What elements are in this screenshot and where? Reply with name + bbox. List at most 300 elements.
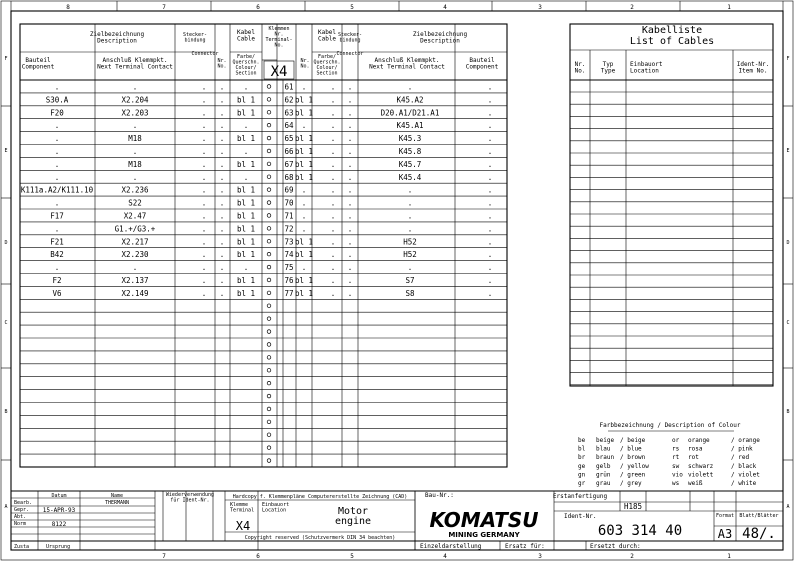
cell-cable-colour: . bbox=[330, 95, 336, 105]
frame-row-letter: C bbox=[4, 320, 8, 326]
title-name-value: THERMANN bbox=[104, 500, 130, 506]
cell-cable-colour: . bbox=[330, 250, 336, 260]
cell-source-contact: X2.47 bbox=[123, 211, 147, 221]
cell-cable-no: bl 1 bbox=[294, 250, 314, 260]
header-terminal: Terminal- bbox=[265, 37, 293, 43]
title-block bbox=[11, 491, 783, 550]
colour-code: rt bbox=[672, 454, 680, 462]
cable-list-header-ident: Ident-Nr. bbox=[736, 61, 770, 68]
cell-cable-no: . bbox=[219, 288, 225, 298]
title-dept-value: 8122 bbox=[51, 521, 67, 528]
title-sheet-label: Blatt/Blätter bbox=[739, 513, 779, 519]
title-label-name: Name bbox=[110, 493, 124, 499]
frame-row-letter: B bbox=[786, 409, 790, 415]
header-cable-no: Nr. bbox=[300, 58, 310, 64]
header-cable-colour: Farbe/ bbox=[317, 54, 337, 60]
cell-cable-no: . bbox=[301, 224, 307, 234]
cell-dest-component: . bbox=[487, 172, 493, 182]
cell-connector: . bbox=[201, 172, 207, 182]
frame-row-letter: C bbox=[786, 320, 790, 326]
cell-source-contact: X2.203 bbox=[121, 108, 149, 118]
cell-cable-no: bl 1 bbox=[294, 288, 314, 298]
cell-cable-no: . bbox=[219, 250, 225, 260]
frame-row-letter: E bbox=[786, 148, 790, 154]
header-cable-colour: Colour/ bbox=[316, 65, 338, 71]
cell-connector: . bbox=[201, 224, 207, 234]
title-location-label: Einbauort bbox=[262, 502, 290, 508]
title-ident-value: 603 314 40 bbox=[597, 523, 683, 539]
terminal-point bbox=[267, 265, 271, 269]
colour-legend-title: Farbbezeichnung / Description of Colour bbox=[599, 422, 741, 429]
cell-source-component: F17 bbox=[50, 211, 64, 221]
terminal-point bbox=[267, 98, 271, 102]
cell-connector: . bbox=[347, 237, 353, 247]
title-format-label: Format bbox=[715, 513, 735, 519]
frame-column-number: 2 bbox=[630, 4, 634, 11]
title-label-norm: Norm bbox=[14, 521, 27, 527]
title-single-part: Einzeldarstellung bbox=[420, 543, 482, 550]
cell-cable-no: . bbox=[219, 198, 225, 208]
cell-dest-component: . bbox=[487, 250, 493, 260]
colour-name: orange bbox=[688, 437, 710, 444]
frame-column-number: 3 bbox=[538, 553, 542, 560]
cell-cable-colour: . bbox=[330, 224, 336, 234]
cell-cable-colour: . bbox=[330, 288, 336, 298]
title-reuse-label: für Ident-Nr. bbox=[170, 497, 210, 504]
cell-cable-no: . bbox=[219, 121, 225, 131]
terminal-point bbox=[267, 343, 271, 347]
cell-source-component: V6 bbox=[52, 288, 62, 298]
cell-cable-colour: . bbox=[330, 198, 336, 208]
cell-connector: . bbox=[201, 198, 207, 208]
cell-cable-colour: . bbox=[243, 82, 249, 92]
header-dest-designation: Zielbezeichnung bbox=[412, 31, 468, 38]
cell-cable-no: bl 1 bbox=[294, 275, 314, 285]
header-dest-component: Component bbox=[465, 63, 499, 71]
cable-list-header-type: Type bbox=[600, 67, 616, 75]
header-cable-colour: Querschn. bbox=[313, 59, 341, 66]
header-connector: Stecker- bbox=[182, 32, 208, 38]
cell-cable-colour: . bbox=[330, 82, 336, 92]
cell-dest-component: . bbox=[487, 146, 493, 156]
header-dest-designation: Description bbox=[420, 37, 460, 45]
header-cable-no: Nr. bbox=[217, 58, 227, 64]
cell-connector: . bbox=[347, 134, 353, 144]
cell-cable-no: . bbox=[219, 263, 225, 273]
cell-connector: . bbox=[347, 263, 353, 273]
cell-source-component: F2 bbox=[52, 275, 62, 285]
colour-name: violett bbox=[688, 471, 714, 479]
cell-connector: . bbox=[201, 237, 207, 247]
header-source-designation: Zielbezeichnung bbox=[89, 31, 145, 38]
cell-dest-contact: . bbox=[407, 211, 413, 221]
cell-cable-colour: . bbox=[330, 185, 336, 195]
cell-cable-colour: bl 1 bbox=[236, 237, 256, 247]
cable-list-title: Kabelliste bbox=[641, 25, 703, 36]
cell-terminal-number: 68 bbox=[284, 172, 294, 182]
colour-name: beige bbox=[596, 437, 615, 444]
terminal-point bbox=[267, 201, 271, 205]
cell-connector: . bbox=[347, 288, 353, 298]
title-label-origin: Ursprung bbox=[46, 544, 71, 550]
frame-column-number: 2 bbox=[630, 553, 634, 560]
terminal-point bbox=[267, 175, 271, 179]
terminal-point bbox=[267, 394, 271, 398]
frame-row-letter: E bbox=[4, 148, 8, 154]
cell-cable-colour: . bbox=[243, 172, 249, 182]
cell-cable-colour: . bbox=[330, 275, 336, 285]
title-label-checked: Gepr. bbox=[14, 507, 30, 513]
terminal-point bbox=[267, 123, 271, 127]
terminal-point bbox=[267, 446, 271, 450]
terminal-point bbox=[267, 433, 271, 437]
terminal-point bbox=[267, 149, 271, 153]
cable-list-border bbox=[570, 24, 773, 386]
title-ident-label: Ident-Nr. bbox=[564, 513, 597, 520]
cell-source-contact: X2.204 bbox=[121, 95, 149, 105]
title-label-drawn: Bearb. bbox=[14, 500, 33, 506]
title-label-dept: Abt. bbox=[14, 514, 27, 520]
cell-cable-colour: bl 1 bbox=[236, 288, 256, 298]
header-cable-no: No. bbox=[300, 63, 310, 70]
title-hardcopy-note: Hardcopy f. Klemmenpläne Computererstellte Zeichnung (CAD) bbox=[232, 494, 408, 500]
header-cable-colour: Section bbox=[235, 70, 257, 77]
cell-terminal-number: 63 bbox=[284, 108, 294, 118]
cell-cable-no: . bbox=[219, 172, 225, 182]
header-source-component: Component bbox=[21, 63, 55, 71]
colour-code: ge bbox=[578, 462, 586, 470]
cell-cable-no: . bbox=[301, 211, 307, 221]
colour-name: rosa bbox=[688, 445, 703, 453]
cell-cable-no: bl 1 bbox=[294, 95, 314, 105]
cell-connector: . bbox=[201, 185, 207, 195]
cell-cable-colour: . bbox=[243, 263, 249, 273]
colour-code: rs bbox=[672, 445, 680, 453]
colour-name: grün bbox=[596, 471, 611, 479]
cell-dest-contact: H52 bbox=[403, 237, 417, 247]
cell-connector: . bbox=[201, 82, 207, 92]
colour-code: sw bbox=[672, 462, 680, 470]
cell-dest-contact: K45.A2 bbox=[396, 95, 424, 105]
terminal-point bbox=[267, 291, 271, 295]
cell-cable-colour: . bbox=[330, 121, 336, 131]
cell-cable-colour: . bbox=[243, 146, 249, 156]
cell-connector: . bbox=[201, 121, 207, 131]
frame-row-letter: D bbox=[786, 240, 790, 246]
colour-legend bbox=[578, 422, 760, 487]
terminal-point bbox=[267, 162, 271, 166]
cell-source-contact: X2.217 bbox=[121, 237, 149, 247]
colour-name-en: / red bbox=[731, 454, 750, 462]
cell-cable-colour: bl 1 bbox=[236, 198, 256, 208]
cell-connector: . bbox=[201, 134, 207, 144]
frame-row-letter: F bbox=[786, 56, 790, 62]
cell-dest-component: . bbox=[487, 198, 493, 208]
cell-source-contact: X2.236 bbox=[121, 185, 149, 195]
cell-dest-contact: H52 bbox=[403, 250, 417, 260]
frame-column-number: 1 bbox=[727, 553, 731, 560]
komatsu-logo-subtitle: MINING GERMANY bbox=[448, 531, 520, 539]
cell-cable-no: . bbox=[301, 82, 307, 92]
cable-list-panel bbox=[570, 24, 773, 386]
terminal-table-border bbox=[20, 24, 507, 467]
cable-list-header-no: No. bbox=[574, 67, 586, 75]
cell-source-component: . bbox=[54, 82, 60, 92]
cell-dest-contact: S8 bbox=[405, 288, 415, 298]
cell-source-component: . bbox=[54, 159, 60, 169]
header-cable-colour: Farbe/ bbox=[236, 54, 256, 60]
cell-connector: . bbox=[347, 146, 353, 156]
colour-name-en: / white bbox=[731, 480, 757, 487]
header-terminal: Nr. bbox=[274, 31, 284, 38]
cell-cable-no: bl 1 bbox=[294, 159, 314, 169]
cell-dest-contact: K45.4 bbox=[398, 172, 422, 182]
cell-cable-colour: bl 1 bbox=[236, 185, 256, 195]
frame-row-letter: A bbox=[4, 504, 8, 510]
colour-code: vio bbox=[672, 471, 683, 479]
title-format-value: A3 bbox=[717, 527, 733, 541]
terminal-point bbox=[267, 85, 271, 89]
cell-cable-colour: . bbox=[330, 211, 336, 221]
colour-name: schwarz bbox=[688, 462, 714, 470]
cell-source-component: . bbox=[54, 121, 60, 131]
frame-row-letter: F bbox=[4, 56, 8, 62]
cell-cable-colour: . bbox=[330, 146, 336, 156]
title-reuse-label: Wiederverwendung bbox=[165, 492, 215, 498]
cell-cable-no: . bbox=[219, 211, 225, 221]
terminal-point bbox=[267, 239, 271, 243]
cell-source-contact: . bbox=[132, 82, 138, 92]
cell-cable-no: . bbox=[219, 134, 225, 144]
cell-cable-no: . bbox=[219, 95, 225, 105]
cell-terminal-number: 64 bbox=[284, 121, 294, 131]
cell-source-contact: X2.230 bbox=[121, 250, 149, 260]
colour-name: blau bbox=[596, 445, 611, 453]
cell-dest-contact: . bbox=[407, 82, 413, 92]
cell-dest-component: . bbox=[487, 275, 493, 285]
cell-connector: . bbox=[201, 146, 207, 156]
cell-connector: . bbox=[347, 211, 353, 221]
terminal-point bbox=[267, 136, 271, 140]
cell-cable-colour: . bbox=[243, 121, 249, 131]
cell-cable-colour: . bbox=[330, 172, 336, 182]
cell-connector: . bbox=[347, 159, 353, 169]
header-connector: Stecker- bbox=[337, 32, 363, 38]
colour-code: ws bbox=[672, 480, 680, 487]
cell-terminal-number: 75 bbox=[284, 263, 294, 273]
cell-connector: . bbox=[201, 95, 207, 105]
cell-terminal-number: 69 bbox=[284, 185, 294, 195]
colour-name-en: / green bbox=[620, 471, 646, 479]
cell-cable-no: . bbox=[301, 185, 307, 195]
header-terminal-id: X4 bbox=[270, 64, 288, 80]
cell-terminal-number: 61 bbox=[284, 82, 294, 92]
colour-name: gelb bbox=[596, 462, 611, 470]
cable-list-header-location: Location bbox=[630, 67, 659, 75]
cell-cable-no: . bbox=[219, 159, 225, 169]
title-location-value: Motor bbox=[337, 506, 369, 517]
cell-terminal-number: 67 bbox=[284, 159, 294, 169]
terminal-point bbox=[267, 356, 271, 360]
cell-dest-contact: K45.A1 bbox=[396, 121, 424, 131]
cell-dest-component: . bbox=[487, 263, 493, 273]
title-location-label: Location bbox=[262, 507, 287, 514]
cell-source-contact: . bbox=[132, 146, 138, 156]
cell-connector: . bbox=[347, 185, 353, 195]
cell-source-contact: X2.137 bbox=[121, 275, 149, 285]
cell-connector: . bbox=[201, 275, 207, 285]
cell-cable-colour: . bbox=[330, 237, 336, 247]
cell-source-contact: . bbox=[132, 121, 138, 131]
cell-source-contact: S22 bbox=[128, 198, 142, 208]
cell-cable-no: bl 1 bbox=[294, 146, 314, 156]
cell-source-component: . bbox=[54, 146, 60, 156]
header-source-contact: Anschluß Klemmpkt. bbox=[102, 57, 168, 64]
frame-column-number: 7 bbox=[162, 4, 166, 11]
terminal-point bbox=[267, 368, 271, 372]
cell-terminal-number: 65 bbox=[284, 134, 294, 144]
cell-cable-no: . bbox=[219, 108, 225, 118]
cell-dest-component: . bbox=[487, 82, 493, 92]
cell-cable-colour: bl 1 bbox=[236, 95, 256, 105]
cell-source-contact: . bbox=[132, 263, 138, 273]
cell-cable-no: . bbox=[219, 275, 225, 285]
cell-connector: . bbox=[347, 198, 353, 208]
frame-row-letter: B bbox=[4, 409, 8, 415]
header-source-designation: Description bbox=[97, 37, 137, 45]
colour-code: bl bbox=[578, 445, 586, 453]
cell-source-component: . bbox=[54, 134, 60, 144]
cell-cable-colour: bl 1 bbox=[236, 108, 256, 118]
terminal-point bbox=[267, 214, 271, 218]
header-cable-colour: Querschn. bbox=[232, 59, 260, 66]
cell-cable-no: . bbox=[301, 121, 307, 131]
cell-terminal-number: 76 bbox=[284, 275, 294, 285]
cell-cable-colour: . bbox=[330, 108, 336, 118]
cell-connector: . bbox=[201, 288, 207, 298]
frame-row-letter: A bbox=[786, 504, 790, 510]
cell-terminal-number: 72 bbox=[284, 224, 294, 234]
colour-name-en: / grey bbox=[620, 480, 642, 487]
terminal-point bbox=[267, 330, 271, 334]
cell-source-contact: G1.+/G3.+ bbox=[114, 224, 156, 234]
cell-connector: . bbox=[347, 95, 353, 105]
cell-cable-no: . bbox=[219, 224, 225, 234]
header-dest-contact: Next Terminal Contact bbox=[369, 63, 445, 71]
cell-connector: . bbox=[201, 250, 207, 260]
cell-connector: . bbox=[347, 108, 353, 118]
cell-dest-component: . bbox=[487, 159, 493, 169]
cell-cable-colour: . bbox=[330, 263, 336, 273]
title-replaces: Ersatz für: bbox=[505, 543, 545, 550]
title-replaced-by: Ersetzt durch: bbox=[590, 543, 641, 550]
cell-connector: . bbox=[347, 172, 353, 182]
header-connector: Connector bbox=[191, 51, 219, 57]
colour-name: grau bbox=[596, 480, 611, 487]
cell-terminal-number: 66 bbox=[284, 146, 294, 156]
colour-name-en: / orange bbox=[731, 437, 760, 444]
cell-source-component: . bbox=[54, 198, 60, 208]
title-copyright: Copyright reserved (Schutzvermerk DIN 34 beachten) bbox=[244, 535, 396, 541]
header-connector: Connector bbox=[336, 51, 364, 57]
cell-dest-component: . bbox=[487, 108, 493, 118]
cell-dest-component: . bbox=[487, 211, 493, 221]
cell-dest-component: . bbox=[487, 121, 493, 131]
terminal-point bbox=[267, 420, 271, 424]
title-label-status: Zusta bbox=[14, 544, 30, 550]
title-terminal-label: Klemme bbox=[230, 502, 249, 508]
cell-cable-no: . bbox=[219, 237, 225, 247]
header-dest-component: Bauteil bbox=[469, 57, 495, 64]
cell-cable-colour: bl 1 bbox=[236, 275, 256, 285]
cell-terminal-number: 70 bbox=[284, 198, 294, 208]
cell-cable-no: . bbox=[301, 198, 307, 208]
cell-source-contact: X2.149 bbox=[121, 288, 149, 298]
terminal-point bbox=[267, 252, 271, 256]
cell-source-component: K111a.A2/K111.10 bbox=[20, 185, 94, 195]
frame-column-number: 5 bbox=[350, 553, 354, 560]
cell-cable-colour: bl 1 bbox=[236, 224, 256, 234]
colour-name: braun bbox=[596, 454, 615, 462]
cell-dest-contact: . bbox=[407, 198, 413, 208]
cable-list-header-location: Einbauort bbox=[630, 61, 663, 68]
terminal-point bbox=[267, 110, 271, 114]
colour-name-en: / beige bbox=[620, 437, 646, 444]
title-sheet-value: 48/. bbox=[742, 526, 776, 542]
header-dest-contact: Anschluß Klemmpkt. bbox=[374, 57, 440, 64]
terminal-point bbox=[267, 381, 271, 385]
cell-dest-contact: K45.3 bbox=[398, 134, 422, 144]
terminal-point bbox=[267, 459, 271, 463]
cell-dest-component: . bbox=[487, 224, 493, 234]
cell-connector: . bbox=[347, 82, 353, 92]
title-label-date: Datum bbox=[51, 493, 67, 499]
cable-list-subtitle: List of Cables bbox=[629, 36, 715, 47]
cable-list-header-type: Typ bbox=[602, 61, 614, 68]
cell-dest-component: . bbox=[487, 185, 493, 195]
frame-row-letter: D bbox=[4, 240, 8, 246]
cell-source-contact: M18 bbox=[128, 134, 142, 144]
title-location-value: engine bbox=[334, 516, 372, 527]
title-terminal-id: X4 bbox=[235, 519, 251, 533]
cell-source-component: B42 bbox=[50, 250, 64, 260]
terminal-point bbox=[267, 407, 271, 411]
cell-dest-contact: K45.7 bbox=[398, 159, 422, 169]
header-terminal: No. bbox=[274, 42, 284, 49]
title-first-build-value: H185 bbox=[623, 502, 643, 511]
frame-column-number: 6 bbox=[256, 553, 260, 560]
colour-name-en: / brown bbox=[620, 454, 646, 462]
cell-dest-contact: S7 bbox=[405, 275, 415, 285]
cell-cable-no: bl 1 bbox=[294, 237, 314, 247]
cell-dest-component: . bbox=[487, 288, 493, 298]
header-source-component: Bauteil bbox=[25, 57, 51, 64]
colour-name-en: / blue bbox=[620, 445, 642, 453]
frame-column-number: 6 bbox=[256, 4, 260, 11]
cell-terminal-number: 77 bbox=[284, 288, 294, 298]
terminal-point bbox=[267, 278, 271, 282]
cell-cable-no: bl 1 bbox=[294, 172, 314, 182]
frame-column-number: 4 bbox=[443, 553, 447, 560]
colour-code: gr bbox=[578, 480, 586, 487]
cell-cable-no: bl 1 bbox=[294, 108, 314, 118]
cell-connector: . bbox=[201, 159, 207, 169]
cell-source-component: . bbox=[54, 172, 60, 182]
frame-column-number: 7 bbox=[162, 553, 166, 560]
header-cable: Kabel bbox=[236, 29, 256, 36]
frame-column-number: 4 bbox=[443, 4, 447, 11]
cell-cable-no: bl 1 bbox=[294, 134, 314, 144]
